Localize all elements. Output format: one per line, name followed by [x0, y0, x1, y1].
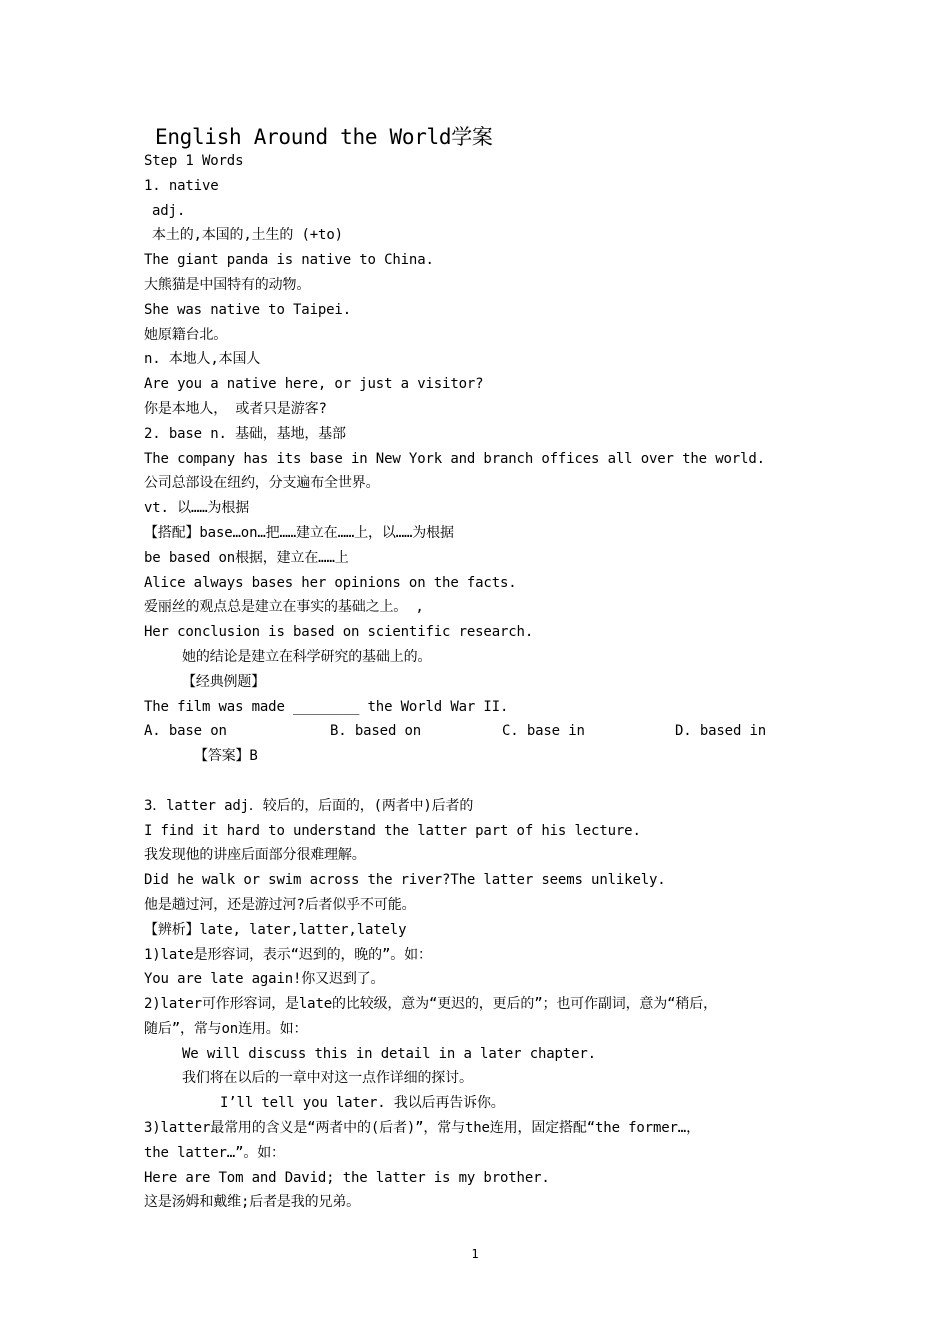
text-line: The company has its base in New York and branch offices all over the world. [144, 450, 765, 467]
text-line: 公司总部设在纽约，分支遍布全世界。 [144, 475, 380, 492]
text-line: 1)late是形容词，表示“迟到的，晚的”。如： [144, 946, 432, 963]
choice-a: A. base on [144, 723, 227, 740]
text-line: Step 1 Words [144, 153, 244, 169]
text-line: Alice always bases her opinions on the facts. [144, 574, 517, 591]
text-line: You are late again!你又迟到了。 [144, 971, 385, 988]
text-line: 3)latter最常用的含义是“两者中的(后者)”，常与the连用，固定搭配“the former…， [144, 1120, 700, 1137]
question-text: The film was made ________ the World War II. [144, 698, 509, 715]
text-line: 2)later可作形容词，是late的比较级，意为“更迟的，更后的”；也可作副词，意为“稍后， [144, 996, 717, 1013]
text-line: 3．latter adj．较后的，后面的，(两者中)后者的 [144, 797, 474, 814]
text-line: I’ll tell you later. 我以后再告诉你。 [220, 1095, 505, 1112]
text-line: 1. native [144, 177, 219, 194]
text-line: 你是本地人， 或者只是游客? [144, 400, 327, 417]
blank-line [144, 769, 834, 794]
text-line: Did he walk or swim across the river?The latter seems unlikely. [144, 872, 666, 889]
text-line: We will discuss this in detail in a later chapter. [182, 1045, 596, 1062]
section-heading: 【经典例题】 [182, 673, 266, 690]
text-line: Her conclusion is based on scientific research. [144, 624, 534, 641]
choice-b: B. based on [330, 723, 422, 740]
choice-c: C. base in [502, 723, 585, 740]
page-title: English Around the World学案 [155, 125, 493, 149]
text-line: 这是汤姆和戴维;后者是我的兄弟。 [144, 1194, 361, 1211]
text-line: vt. 以……为根据 [144, 500, 250, 517]
text-line: Are you a native here, or just a visitor? [144, 376, 484, 393]
answer-text: 【答案】B [194, 748, 258, 765]
text-line: Here are Tom and David; the latter is my brother. [144, 1169, 550, 1186]
text-line: The giant panda is native to China. [144, 252, 434, 269]
answer-choices [144, 719, 834, 744]
text-line: 随后”，常与on连用。如： [144, 1020, 308, 1037]
text-line: the latter…”。如： [144, 1144, 285, 1161]
text-line: I find it hard to understand the latter part of his lecture. [144, 822, 641, 839]
text-line: 【搭配】base…on…把……建立在……上，以……为根据 [144, 524, 454, 541]
text-line: 她原籍台北。 [144, 326, 228, 343]
text-line: 【辨析】late, later,latter,lately [144, 921, 407, 938]
choice-d: D. based in [675, 723, 767, 740]
body-text [144, 149, 834, 1215]
text-line: 我发现他的讲座后面部分很难理解。 [144, 847, 366, 864]
text-line: 本土的,本国的,土生的 (+to) [152, 227, 343, 244]
text-line: She was native to Taipei. [144, 301, 351, 318]
text-line: 大熊猫是中国特有的动物。 [144, 276, 311, 293]
text-line: be based on根据，建立在……上 [144, 549, 349, 566]
text-line: 爱丽丝的观点总是建立在事实的基础之上。 , [144, 599, 424, 616]
text-line: 2. base n. 基础，基地，基部 [144, 425, 346, 442]
text-line: 我们将在以后的一章中对这一点作详细的探讨。 [182, 1070, 473, 1087]
text-line: adj. [152, 202, 186, 219]
text-line: 她的结论是建立在科学研究的基础上的。 [182, 648, 432, 665]
text-line: 他是趟过河，还是游过河?后者似乎不可能。 [144, 896, 416, 913]
page-number: 1 [471, 1247, 479, 1261]
text-line: n. 本地人,本国人 [144, 351, 261, 368]
